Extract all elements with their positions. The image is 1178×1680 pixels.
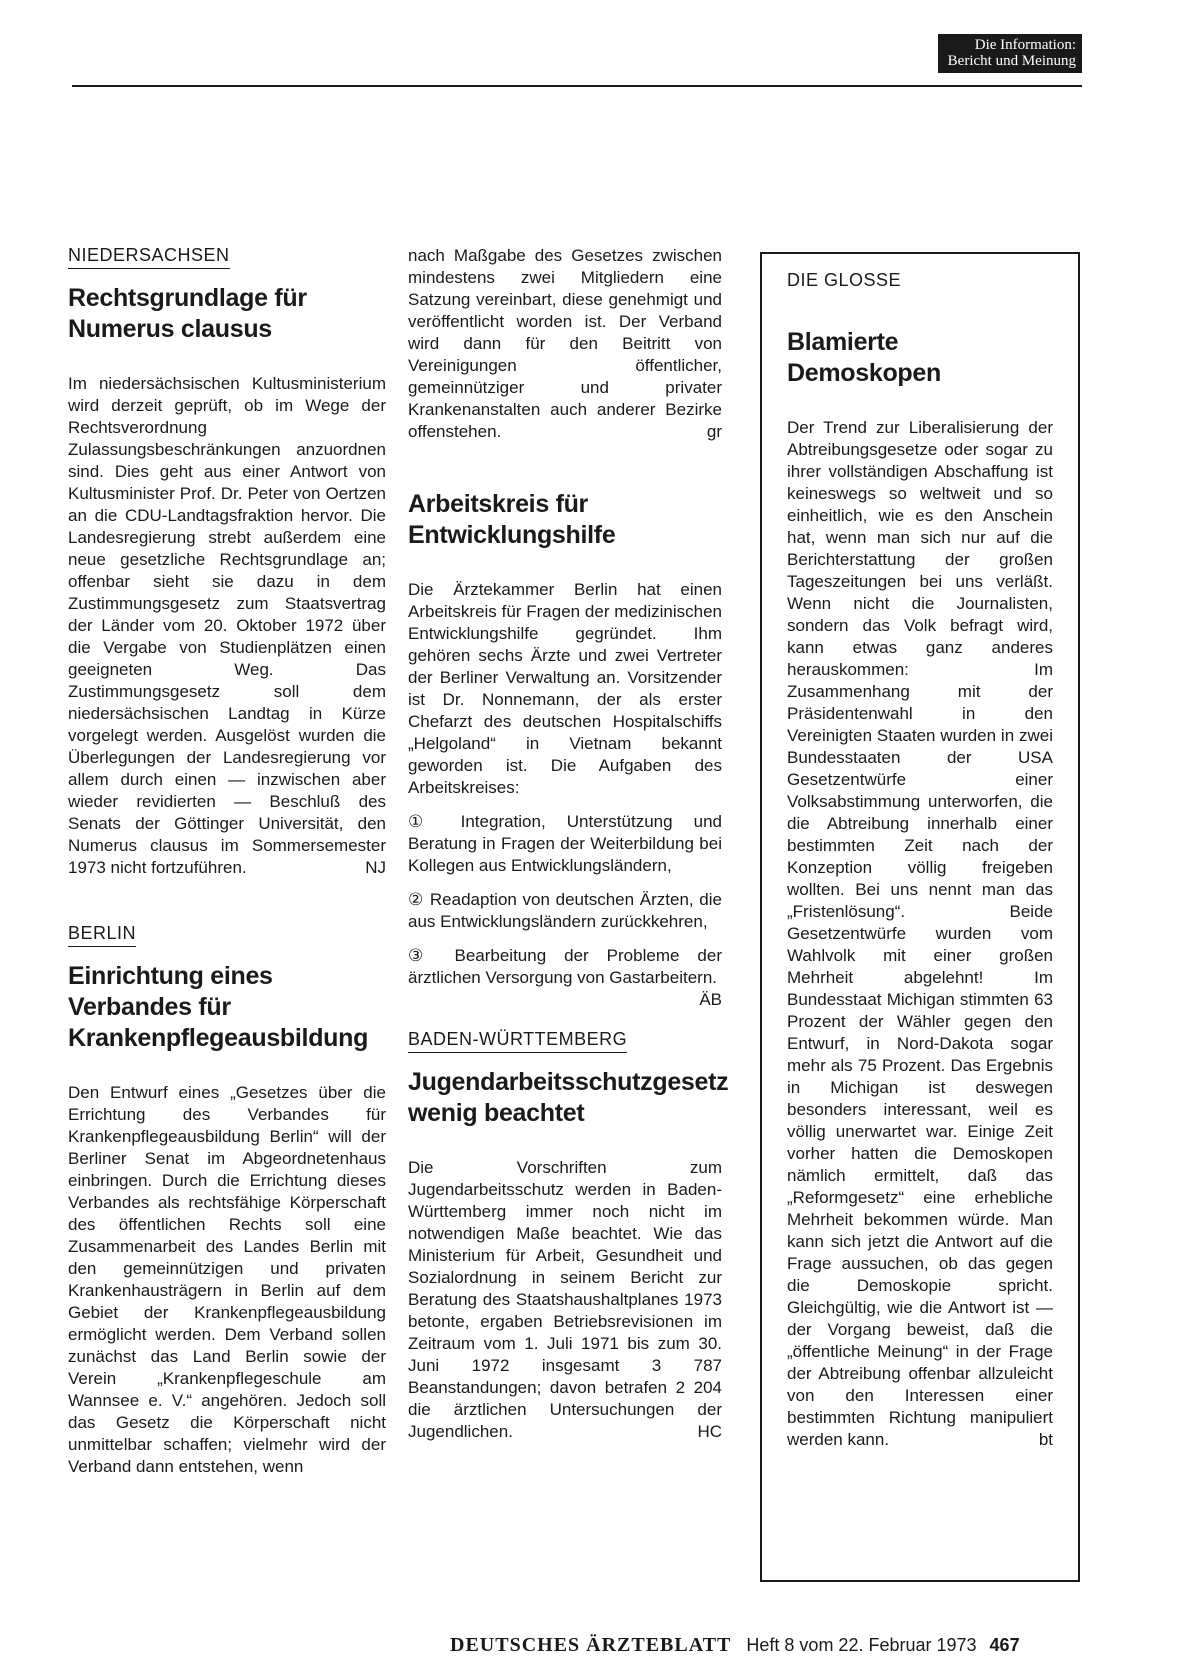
column-2 (408, 245, 729, 1443)
kicker-glosse: DIE GLOSSE (787, 270, 902, 290)
author-signature: bt (1038, 1430, 1053, 1449)
header-rule (72, 85, 1082, 87)
masthead-line-2: Bericht und Meinung (947, 53, 1076, 69)
article-body-entwicklungshilfe: Die Ärztekammer Berlin hat einen Arbeitskreis für Fragen der medizinischen Entwicklungshilfe gegründet. Ihm gehören sechs Ärzte und zwei Vertreter der Berliner Verwaltung an. Vorsitzender ist Dr. Nonnemann, der als erster Chefarzt des deutschen Hospitalschiffs „Helgoland“ in Vietnam bekannt geworden ist. Die Aufgaben des Arbeitskreises: (408, 580, 722, 797)
publication-name: DEUTSCHES ÄRZTEBLATT (450, 1634, 732, 1656)
kicker-berlin: BERLIN (68, 923, 136, 947)
author-signature: ÄB (699, 990, 722, 1009)
headline-numerus-clausus: Rechtsgrundlage für Numerus clausus (68, 284, 307, 343)
kicker-baden-wuerttemberg: BADEN-WÜRTTEMBERG (408, 1029, 627, 1053)
page-footer (450, 1634, 1020, 1657)
list-item: ② Readaption von deutschen Ärzten, die aus Entwicklungsländern zurückkehren, (408, 890, 722, 931)
kicker-niedersachsen: NIEDERSACHSEN (68, 245, 230, 269)
masthead-line-1: Die Information: (974, 37, 1076, 53)
headline-jugendarbeitsschutz: Jugendarbeitsschutzgesetz wenig beachtet (408, 1068, 729, 1127)
article-body-niedersachsen: Im niedersächsischen Kultusministerium wird derzeit geprüft, ob im Wege der Rechtsverordnung Zulassungsbeschränkungen anzuordnen sind. Dies geht aus einer Antwort von Kultusminister Prof. Dr. Peter von Oertzen an die CDU-Landtagsfraktion hervor. Die Landesregierung strebt außerdem eine neue gesetzliche Rechtsgrundlage an; offenbar sieht sie dazu in dem Zustimmungsgesetz zum Staatsvertrag der Länder vom 20. Oktober 1972 über die Vergabe von Studienplätzen einen geeigneten Weg. Das Zustimmungsgesetz soll dem niedersächsischen Landtag in Kürze vorgelegt werden. Ausgelöst wurden die Überlegungen der Landesregierung vor allem durch einen — inzwischen aber wieder revidierten — Beschluß des Senats der Göttinger Universität, den Numerus clausus im Sommersemester 1973 nicht fortzuführen. NJ (68, 374, 386, 877)
article-body-baden-wuerttemberg: Die Vorschriften zum Jugendarbeitsschutz werden in Baden-Württemberg immer noch nicht im notwendigen Maße beachtet. Wie das Ministerium für Arbeit, Gesundheit und Sozialordnung in seinem Bericht zur Beratung des Staatshaushaltplanes 1973 betonte, ergaben Betriebsrevisionen im Zeitraum vom 1. Juli 1971 bis zum 30. Juni 1972 insgesamt 3 787 Beanstandungen; davon betrafen 2 204 die ärztlichen Untersuchungen der Jugendlichen. HC (408, 1158, 722, 1441)
list-item: ③ Bearbeitung der Probleme der ärztlichen Versorgung von Gastarbeitern. ÄB (408, 946, 722, 1009)
article-body-glosse: Der Trend zur Liberalisierung der Abtreibungsgesetze oder sogar zu ihrer vollständigen Abschaffung ist keineswegs so weltweit und so einheitlich, wie es den Anschein hat, wenn man sich nur auf die Berichterstattung der großen Tageszeitungen bei uns verläßt. Wenn nicht die Journalisten, sondern das Volk befragt wird, kann etwas ganz anderes herauskommen: Im Zusammenhang mit der Präsidentenwahl in den Vereinigten Staaten wurden in zwei Bundesstaaten der USA Gesetzentwürfe einer Volksabstimmung unterworfen, die die Abtreibung innerhalb einer bestimmten Zeit nach der Konzeption völlig freigeben wollten. Bei uns nennt man das „Fristenlösung“. Beide Gesetzentwürfe wurden vom Wahlvolk mit einer großen Mehrheit abgelehnt! Im Bundesstaat Michigan stimmten 63 Prozent der Wähler gegen den Entwurf, in Nord-Dakota sogar mehr als 75 Prozent. Das Ergebnis in Michigan ist deswegen besonders interessant, weil es völlig unerwartet war. Einige Zeit vorher hatten die Demoskopen nämlich ermittelt, daß das „Reformgesetz“ eine erhebliche Mehrheit bekommen würde. Man kann sich jetzt die Antwort auf die Frage aussuchen, ob das gegen die Demoskopie spricht. Gleichgültig, wie die Antwort ist — der Vorgang beweist, daß die „öffentliche Meinung“ in der Frage der Abtreibung offenbar allzuleicht von den Interessen einer bestimmten Richtung manipuliert werden kann. bt (787, 418, 1053, 1449)
author-signature: gr (706, 422, 722, 441)
headline-krankenpflege: Einrichtung eines Verbandes für Krankenpflegeausbildung (68, 962, 369, 1052)
page-number: 467 (989, 1635, 1020, 1655)
column-1 (68, 245, 386, 1478)
author-signature: NJ (365, 858, 386, 877)
section-masthead (938, 34, 1082, 73)
article-body-berlin: Den Entwurf eines „Gesetzes über die Errichtung des Verbandes für Krankenpflegeausbildung Berlin“ will der Berliner Senat im Abgeordnetenhaus einbringen. Durch die Errichtung dieses Verbandes als rechtsfähige Körperschaft des öffentlichen Rechts soll eine Zusammenarbeit des Landes Berlin mit den gemeinnützigen und privaten Krankenhausträgern in Berlin auf dem Gebiet der Krankenpflegeausbildung ermöglicht werden. Dem Verband sollen zunächst das Land Berlin sowie der Verein „Krankenpflegeschule am Wannsee e. V.“ angehören. Jedoch soll das Gesetz die Körperschaft nicht unmittelbar schaffen; vielmehr wird der Verband dann entstehen, wenn (68, 1083, 386, 1476)
headline-demoskopen: Blamierte Demoskopen (787, 328, 941, 387)
list-item: ① Integration, Unterstützung und Beratung in Fragen der Weiterbildung bei Kollegen aus Entwicklungsländern, (408, 812, 722, 875)
glosse-box (760, 252, 1080, 1582)
article-body-berlin-continued: nach Maßgabe des Gesetzes zwischen mindestens zwei Mitgliedern eine Satzung vereinbart, diese genehmigt und veröffentlicht worden ist. Der Verband wird dann für den Beitritt von Vereinigungen öffentlicher, gemeinnütziger und privater Krankenanstalten auch anderer Bezirke offenstehen. gr (408, 246, 722, 441)
headline-entwicklungshilfe: Arbeitskreis für Entwicklungshilfe (408, 490, 616, 549)
issue-info: Heft 8 vom 22. Februar 1973 (746, 1635, 977, 1655)
author-signature: HC (697, 1422, 722, 1441)
